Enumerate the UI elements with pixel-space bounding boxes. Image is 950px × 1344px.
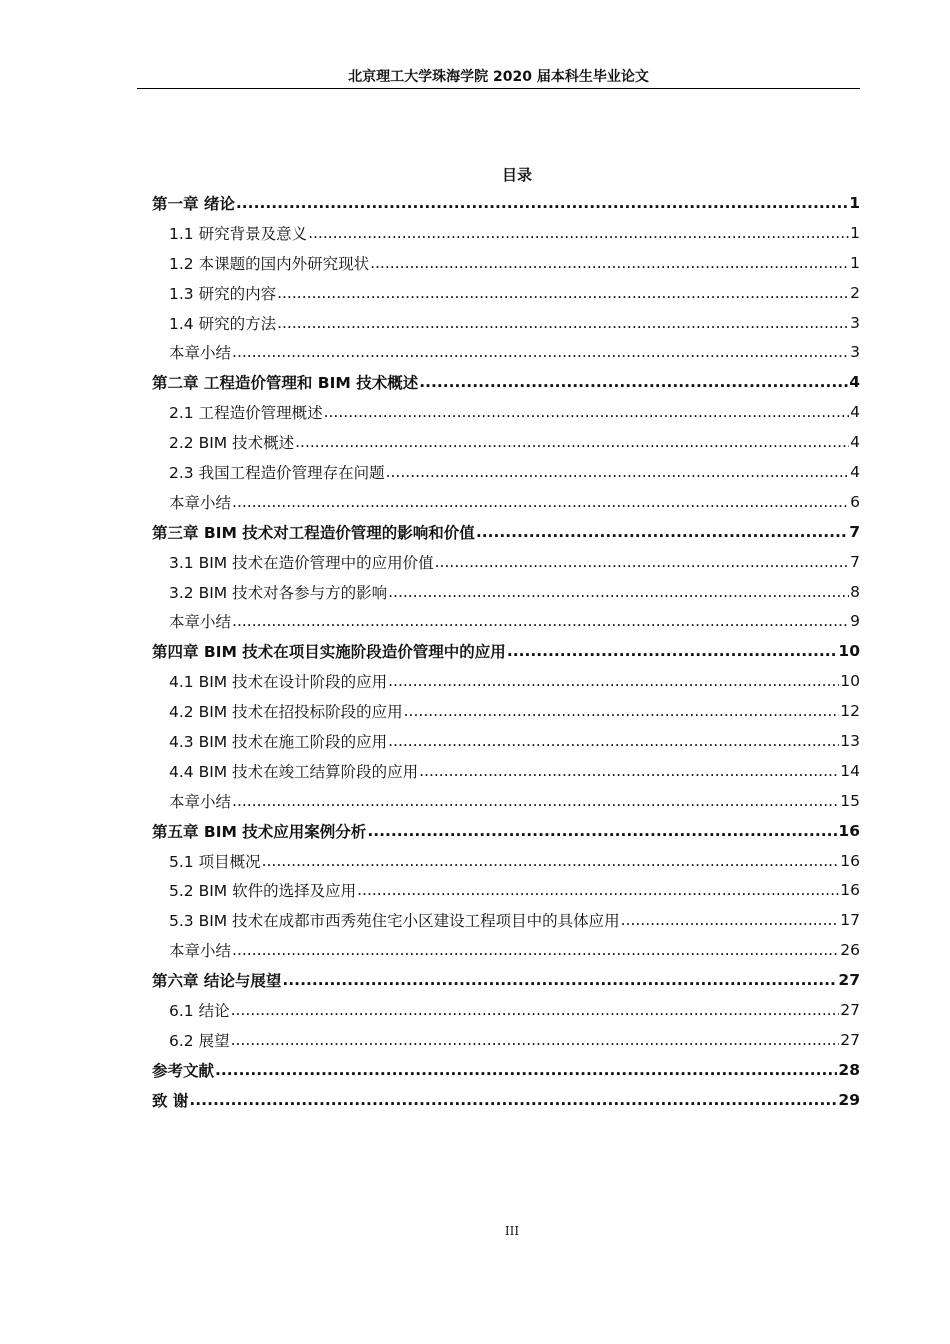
toc-section-entry[interactable] bbox=[152, 547, 860, 577]
toc-entry-label: 第一章 绪论 bbox=[152, 194, 235, 213]
toc-entry-label: 参考文献 bbox=[152, 1061, 215, 1080]
toc-entry-label: 4.3 BIM 技术在施工阶段的应用 bbox=[169, 732, 388, 751]
toc-section-entry[interactable] bbox=[152, 786, 860, 816]
toc-dot-leader bbox=[282, 971, 837, 989]
toc-dot-leader bbox=[231, 1031, 840, 1049]
toc-entry-page: 17 bbox=[840, 911, 860, 930]
toc-section-entry[interactable] bbox=[152, 995, 860, 1025]
toc-dot-leader bbox=[232, 343, 849, 361]
page-header-title: 北京理工大学珠海学院 2020 届本科生毕业论文 bbox=[348, 69, 649, 85]
page-number: III bbox=[504, 1224, 520, 1238]
toc-entry-page: 1 bbox=[849, 193, 860, 212]
toc-entry-label: 6.2 展望 bbox=[169, 1031, 230, 1050]
toc-entry-label: 第二章 工程造价管理和 BIM 技术概述 bbox=[152, 374, 419, 393]
toc-entry-page: 16 bbox=[840, 851, 860, 870]
toc-section-entry[interactable] bbox=[152, 397, 860, 427]
toc-dot-leader bbox=[367, 822, 837, 840]
toc-entry-page: 4 bbox=[850, 433, 860, 452]
toc-dot-leader bbox=[419, 373, 848, 391]
toc-entry-label: 第四章 BIM 技术在项目实施阶段造价管理中的应用 bbox=[152, 643, 506, 662]
toc-section-entry[interactable] bbox=[152, 337, 860, 367]
toc-dot-leader bbox=[231, 1001, 840, 1019]
toc-entry-label: 本章小结 bbox=[169, 942, 232, 961]
toc-dot-leader bbox=[236, 194, 848, 212]
toc-section-entry[interactable] bbox=[152, 905, 860, 935]
toc-entry-page: 3 bbox=[850, 313, 860, 332]
toc-dot-leader bbox=[404, 702, 840, 720]
toc-entry-label: 4.4 BIM 技术在竣工结算阶段的应用 bbox=[169, 762, 419, 781]
toc-dot-leader bbox=[324, 403, 850, 421]
toc-section-entry[interactable] bbox=[152, 756, 860, 786]
toc-title: 目录 bbox=[501, 166, 532, 184]
toc-dot-leader bbox=[277, 284, 849, 302]
toc-dot-leader bbox=[189, 1091, 837, 1109]
toc-entry-label: 2.3 我国工程造价管理存在问题 bbox=[169, 463, 385, 482]
toc-dot-leader bbox=[308, 224, 849, 242]
toc-entry-label: 6.1 结论 bbox=[169, 1001, 230, 1020]
toc-entry-page: 2 bbox=[850, 283, 860, 302]
toc-entry-label: 4.2 BIM 技术在招投标阶段的应用 bbox=[169, 703, 403, 722]
toc-chapter-entry[interactable] bbox=[152, 636, 860, 666]
toc-entry-page: 13 bbox=[840, 731, 860, 750]
toc-dot-leader bbox=[621, 911, 840, 929]
toc-section-entry[interactable] bbox=[152, 278, 860, 308]
toc-entry-page: 7 bbox=[849, 522, 860, 541]
toc-entry-label: 5.1 项目概况 bbox=[169, 852, 261, 871]
toc-entry-label: 2.1 工程造价管理概述 bbox=[169, 404, 323, 423]
toc-entry-label: 1.4 研究的方法 bbox=[169, 314, 277, 333]
toc-dot-leader bbox=[295, 433, 849, 451]
toc-dot-leader bbox=[357, 881, 839, 899]
toc-dot-leader bbox=[232, 612, 849, 630]
toc-entry-page: 27 bbox=[840, 1000, 860, 1019]
toc-dot-leader bbox=[388, 672, 839, 690]
toc-section-entry[interactable] bbox=[152, 935, 860, 965]
toc-chapter-entry[interactable] bbox=[152, 965, 860, 995]
toc-dot-leader bbox=[386, 463, 850, 481]
toc-entry-page: 16 bbox=[838, 821, 860, 840]
toc-section-entry[interactable] bbox=[152, 218, 860, 248]
toc-section-entry[interactable] bbox=[152, 427, 860, 457]
toc-entry-page: 3 bbox=[850, 343, 860, 362]
toc-entry-label: 2.2 BIM 技术概述 bbox=[169, 434, 295, 453]
toc-entry-page: 10 bbox=[840, 672, 860, 691]
toc-section-entry[interactable] bbox=[152, 666, 860, 696]
toc-entry-page: 16 bbox=[840, 881, 860, 900]
toc-entry-label: 3.2 BIM 技术对各参与方的影响 bbox=[169, 583, 388, 602]
toc-section-entry[interactable] bbox=[152, 696, 860, 726]
toc-entry-label: 致 谢 bbox=[152, 1091, 189, 1110]
toc-entry-page: 7 bbox=[850, 552, 860, 571]
toc-entry-label: 5.3 BIM 技术在成都市西秀苑住宅小区建设工程项目中的具体应用 bbox=[169, 912, 620, 931]
toc-entry-label: 1.1 研究背景及意义 bbox=[169, 224, 308, 243]
toc-section-entry[interactable] bbox=[152, 846, 860, 876]
toc-entry-label: 本章小结 bbox=[169, 613, 232, 632]
toc-dot-leader bbox=[262, 852, 840, 870]
toc-dot-leader bbox=[215, 1061, 837, 1079]
toc-section-entry[interactable] bbox=[152, 875, 860, 905]
toc-entry-label: 1.3 研究的内容 bbox=[169, 284, 277, 303]
toc-entry-label: 本章小结 bbox=[169, 792, 232, 811]
toc-entry-page: 1 bbox=[850, 253, 860, 272]
toc-dot-leader bbox=[388, 583, 849, 601]
toc-dot-leader bbox=[435, 553, 850, 571]
toc-entry-page: 9 bbox=[850, 612, 860, 631]
toc-section-entry[interactable] bbox=[152, 726, 860, 756]
toc-dot-leader bbox=[232, 493, 849, 511]
toc-entry-page: 6 bbox=[850, 492, 860, 511]
toc-entry-label: 第五章 BIM 技术应用案例分析 bbox=[152, 822, 367, 841]
toc-entry-label: 5.2 BIM 软件的选择及应用 bbox=[169, 882, 357, 901]
toc-entry-page: 15 bbox=[840, 791, 860, 810]
toc-entry-page: 14 bbox=[840, 761, 860, 780]
toc-chapter-entry[interactable] bbox=[152, 188, 860, 218]
toc-chapter-entry[interactable] bbox=[152, 367, 860, 397]
toc-entry-label: 1.2 本课题的国内外研究现状 bbox=[169, 254, 370, 273]
toc-chapter-entry[interactable] bbox=[152, 1085, 860, 1115]
toc-chapter-entry[interactable] bbox=[152, 1055, 860, 1085]
toc-entry-page: 27 bbox=[838, 971, 860, 990]
table-of-contents bbox=[152, 188, 860, 1115]
toc-entry-page: 1 bbox=[850, 223, 860, 242]
toc-entry-page: 27 bbox=[840, 1030, 860, 1049]
toc-dot-leader bbox=[370, 254, 849, 272]
toc-chapter-entry[interactable] bbox=[152, 517, 860, 547]
toc-section-entry[interactable] bbox=[152, 487, 860, 517]
toc-dot-leader bbox=[507, 642, 838, 660]
toc-entry-page: 28 bbox=[838, 1060, 860, 1079]
toc-section-entry[interactable] bbox=[152, 606, 860, 636]
toc-section-entry[interactable] bbox=[152, 577, 860, 607]
toc-section-entry[interactable] bbox=[152, 1025, 860, 1055]
toc-entry-page: 8 bbox=[850, 582, 860, 601]
toc-section-entry[interactable] bbox=[152, 457, 860, 487]
toc-section-entry[interactable] bbox=[152, 308, 860, 338]
toc-entry-label: 第三章 BIM 技术对工程造价管理的影响和价值 bbox=[152, 523, 475, 542]
toc-entry-page: 4 bbox=[850, 462, 860, 481]
toc-entry-label: 本章小结 bbox=[169, 493, 232, 512]
toc-entry-page: 4 bbox=[850, 403, 860, 422]
toc-dot-leader bbox=[232, 792, 839, 810]
toc-entry-page: 4 bbox=[849, 373, 860, 392]
header-divider bbox=[137, 88, 860, 89]
toc-entry-page: 26 bbox=[840, 941, 860, 960]
toc-entry-label: 3.1 BIM 技术在造价管理中的应用价值 bbox=[169, 553, 434, 572]
toc-dot-leader bbox=[388, 732, 839, 750]
toc-entry-page: 10 bbox=[838, 642, 860, 661]
toc-entry-label: 4.1 BIM 技术在设计阶段的应用 bbox=[169, 673, 388, 692]
toc-dot-leader bbox=[232, 941, 839, 959]
toc-section-entry[interactable] bbox=[152, 248, 860, 278]
toc-entry-page: 12 bbox=[840, 702, 860, 721]
toc-entry-label: 本章小结 bbox=[169, 344, 232, 363]
toc-entry-page: 29 bbox=[838, 1090, 860, 1109]
toc-dot-leader bbox=[277, 314, 849, 332]
toc-chapter-entry[interactable] bbox=[152, 816, 860, 846]
toc-entry-label: 第六章 结论与展望 bbox=[152, 972, 282, 991]
toc-dot-leader bbox=[476, 523, 848, 541]
toc-dot-leader bbox=[419, 762, 839, 780]
